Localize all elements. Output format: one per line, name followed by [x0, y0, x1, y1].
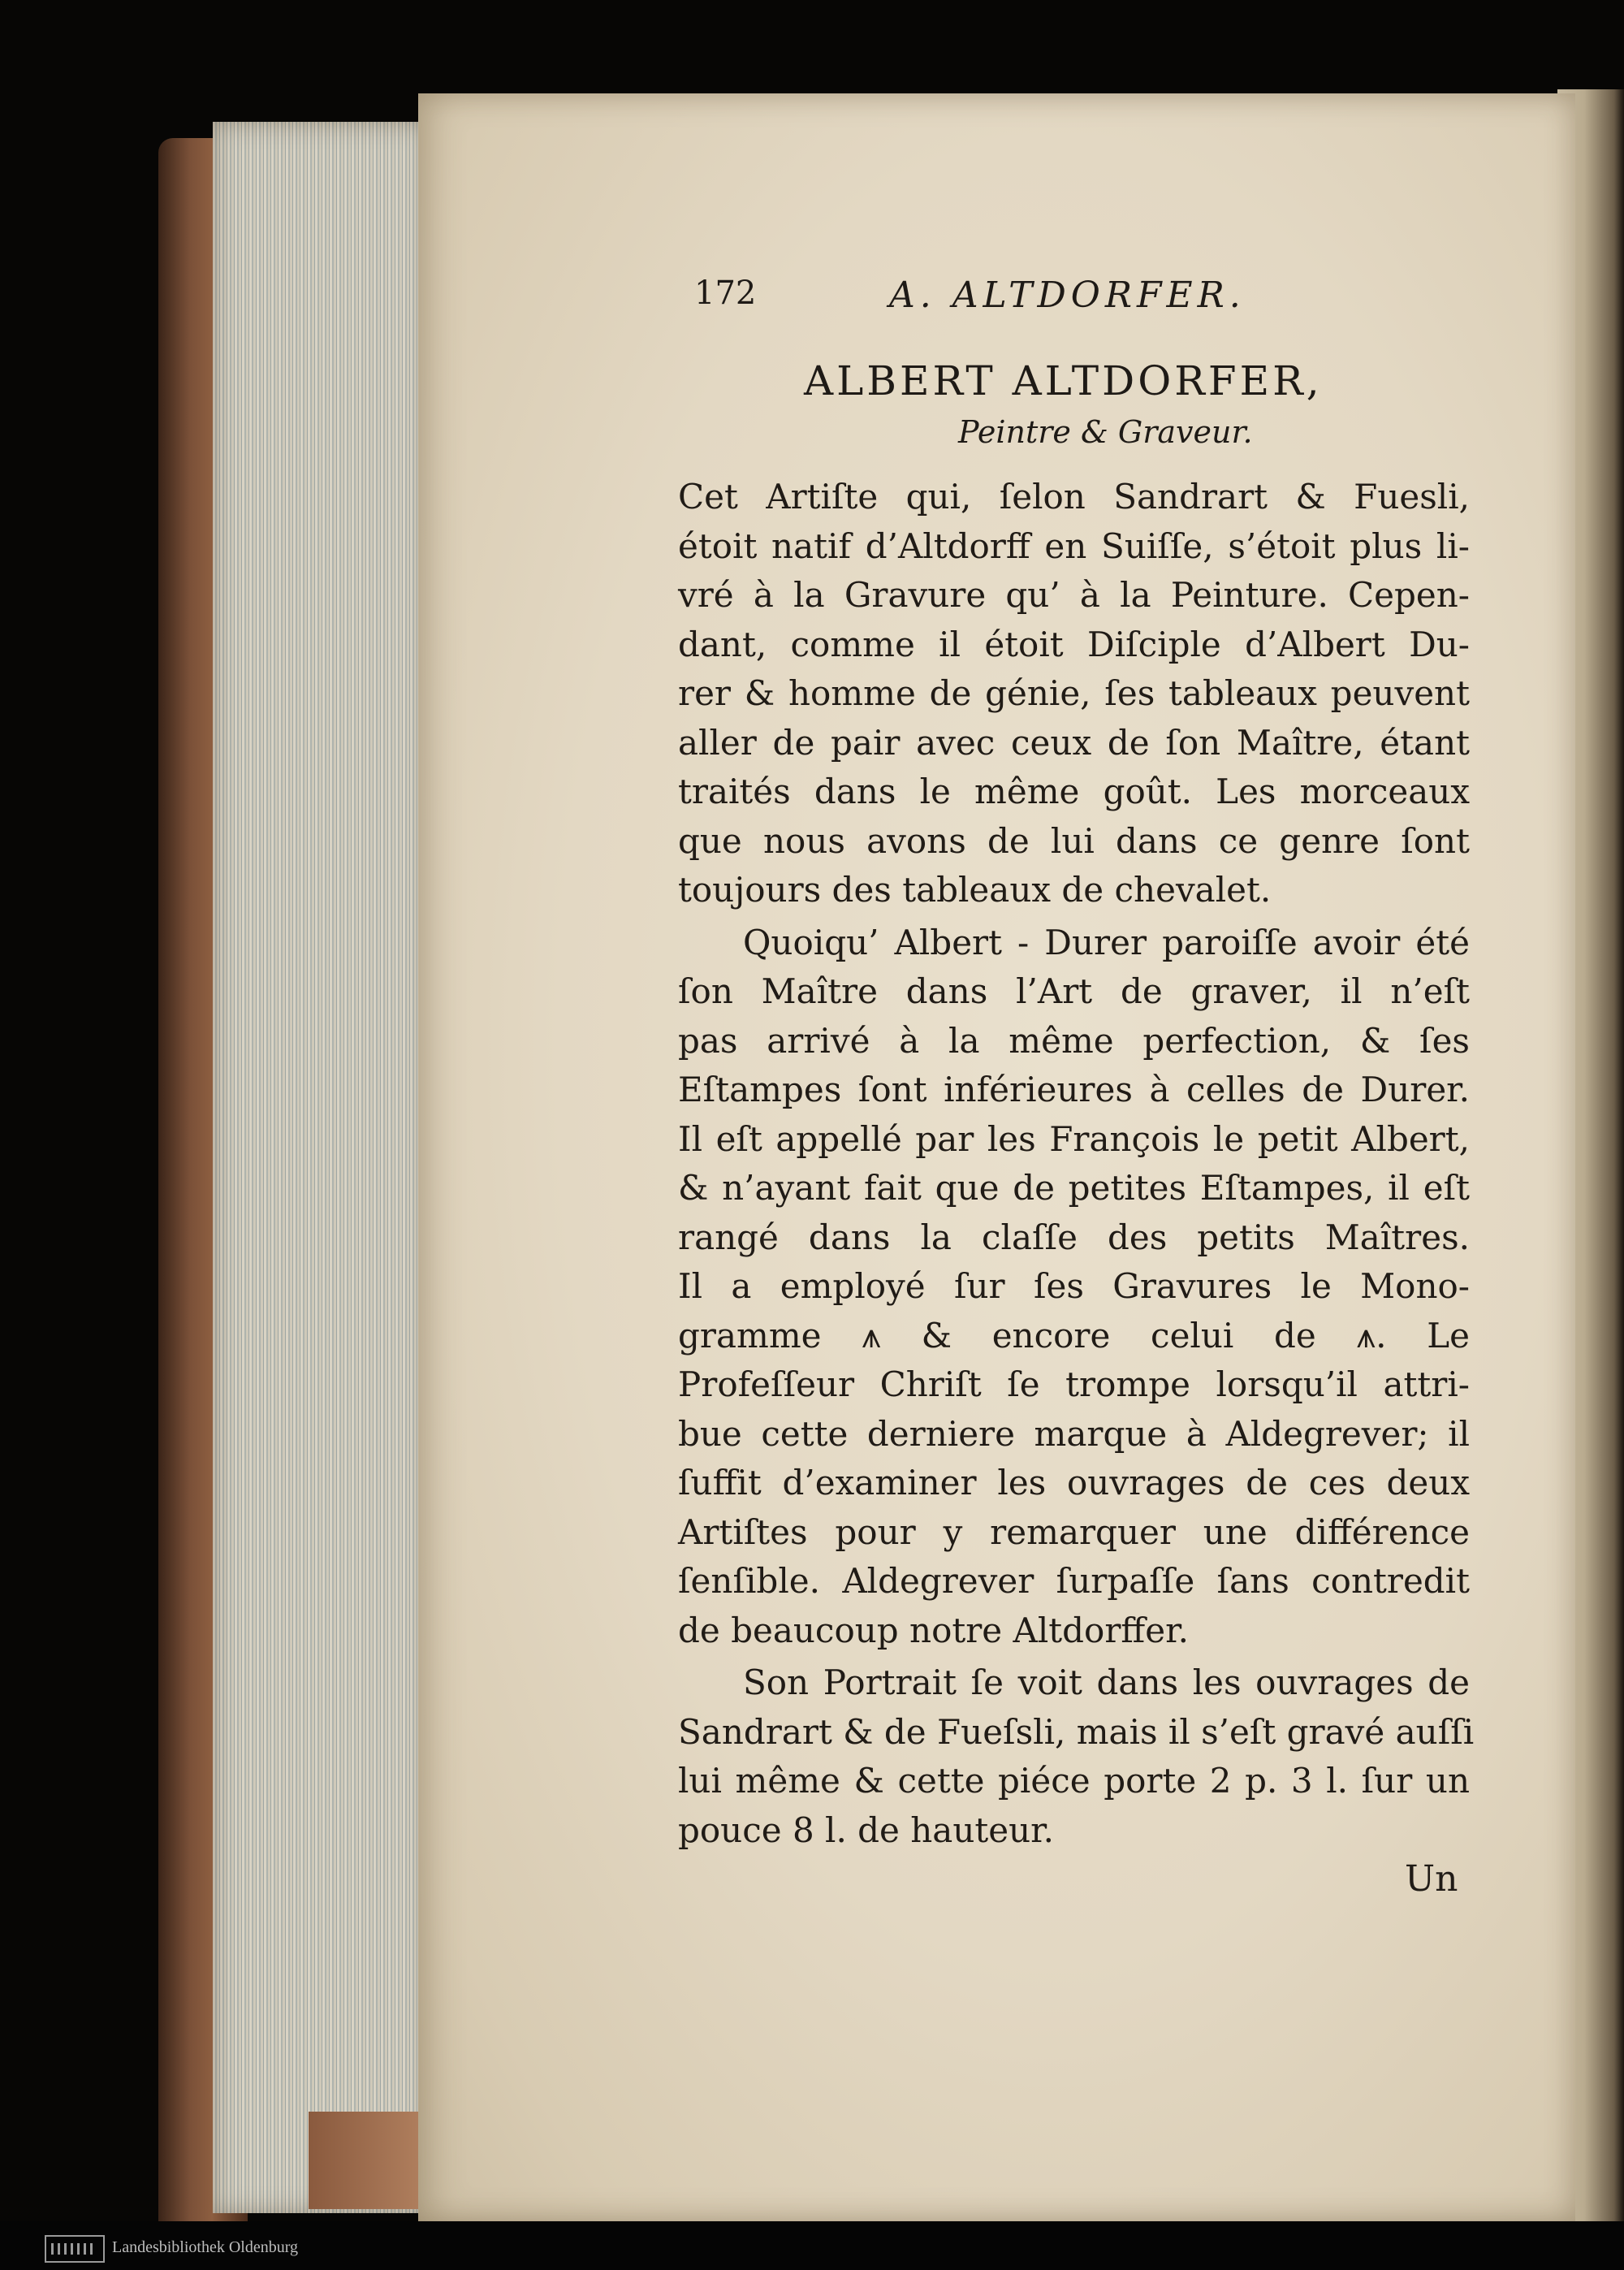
text-line: ſenſible. Aldegrever ſurpaſſe ſans contredit: [678, 1561, 1470, 1601]
running-head: [694, 275, 1311, 323]
text-line: rangé dans la claſſe des petits Maîtres.: [678, 1217, 1470, 1257]
text-line: Eſtampes ſont inférieures à celles de Durer.: [678, 1070, 1470, 1109]
text-line: Son Portrait ſe voit dans les ouvrages de: [743, 1663, 1470, 1702]
text-line: traités dans le même goût. Les morceaux: [678, 772, 1470, 811]
catchword: Un: [1405, 1858, 1458, 1900]
text-line: Il a employé ſur ſes Gravures le Mono-: [678, 1266, 1470, 1306]
text-line: pas arrivé à la même perfection, & ſes: [678, 1020, 1470, 1061]
text-line: ſon Maître dans l’Art de graver, il n’eſt: [678, 971, 1470, 1011]
text-line: bue cette derniere marque à Aldegrever; il: [678, 1413, 1470, 1454]
text-line: & n’ayant fait que de petites Eſtampes, il eſt: [678, 1168, 1470, 1208]
section-subheading: Peintre & Graveur.: [958, 414, 1253, 450]
page-number: 172: [694, 275, 757, 312]
text-line: gramme ⩚ & encore celui de ⩚. Le: [678, 1315, 1470, 1356]
text-line: lui même & cette piéce porte 2 p. 3 l. ſur un: [678, 1761, 1470, 1801]
text-line: dant, comme il étoit Diſciple d’Albert Du-: [678, 624, 1470, 664]
text-line: de beaucoup notre Altdorffer.: [678, 1610, 1189, 1650]
page-block-edges: [213, 122, 432, 2213]
library-name: Landesbibliothek Oldenburg: [112, 2238, 299, 2256]
text-line: Quoiqu’ Albert - Durer paroiſſe avoir été: [743, 922, 1470, 962]
text-line: toujours des tableaux de chevalet.: [678, 870, 1272, 910]
text-line: que nous avons de lui dans ce genre ſont: [678, 820, 1470, 861]
text-line: Profeſſeur Chriſt ſe trompe lorsqu’il attri-: [678, 1364, 1470, 1404]
text-line: Artiſtes pour y remarquer une différence: [678, 1511, 1470, 1552]
text-line: vré à la Gravure qu’ à la Peinture. Cepen-: [678, 575, 1470, 615]
text-line: ſuffit d’examiner les ouvrages de ces deux: [678, 1463, 1470, 1503]
running-title: A. ALTDORFER.: [889, 275, 1246, 316]
text-line: pouce 8 l. de hauteur.: [678, 1810, 1054, 1850]
text-line: Cet Artiſte qui, ſelon Sandrart & Fuesli,: [678, 477, 1470, 517]
library-logo-icon: [45, 2235, 105, 2263]
text-line: étoit natif d’Altdorff en Suiſſe, s’étoit plus li-: [678, 525, 1470, 566]
text-line: Sandrart & de Fueſsli, mais il s’eſt gravé auſſi: [678, 1711, 1475, 1752]
text-line: rer & homme de génie, ſes tableaux peuvent: [678, 673, 1470, 713]
section-heading: ALBERT ALTDORFER,: [804, 357, 1323, 404]
text-line: Il eſt appellé par les François le petit Albert,: [678, 1118, 1470, 1159]
text-line: aller de pair avec ceux de ſon Maître, étant: [678, 722, 1470, 763]
